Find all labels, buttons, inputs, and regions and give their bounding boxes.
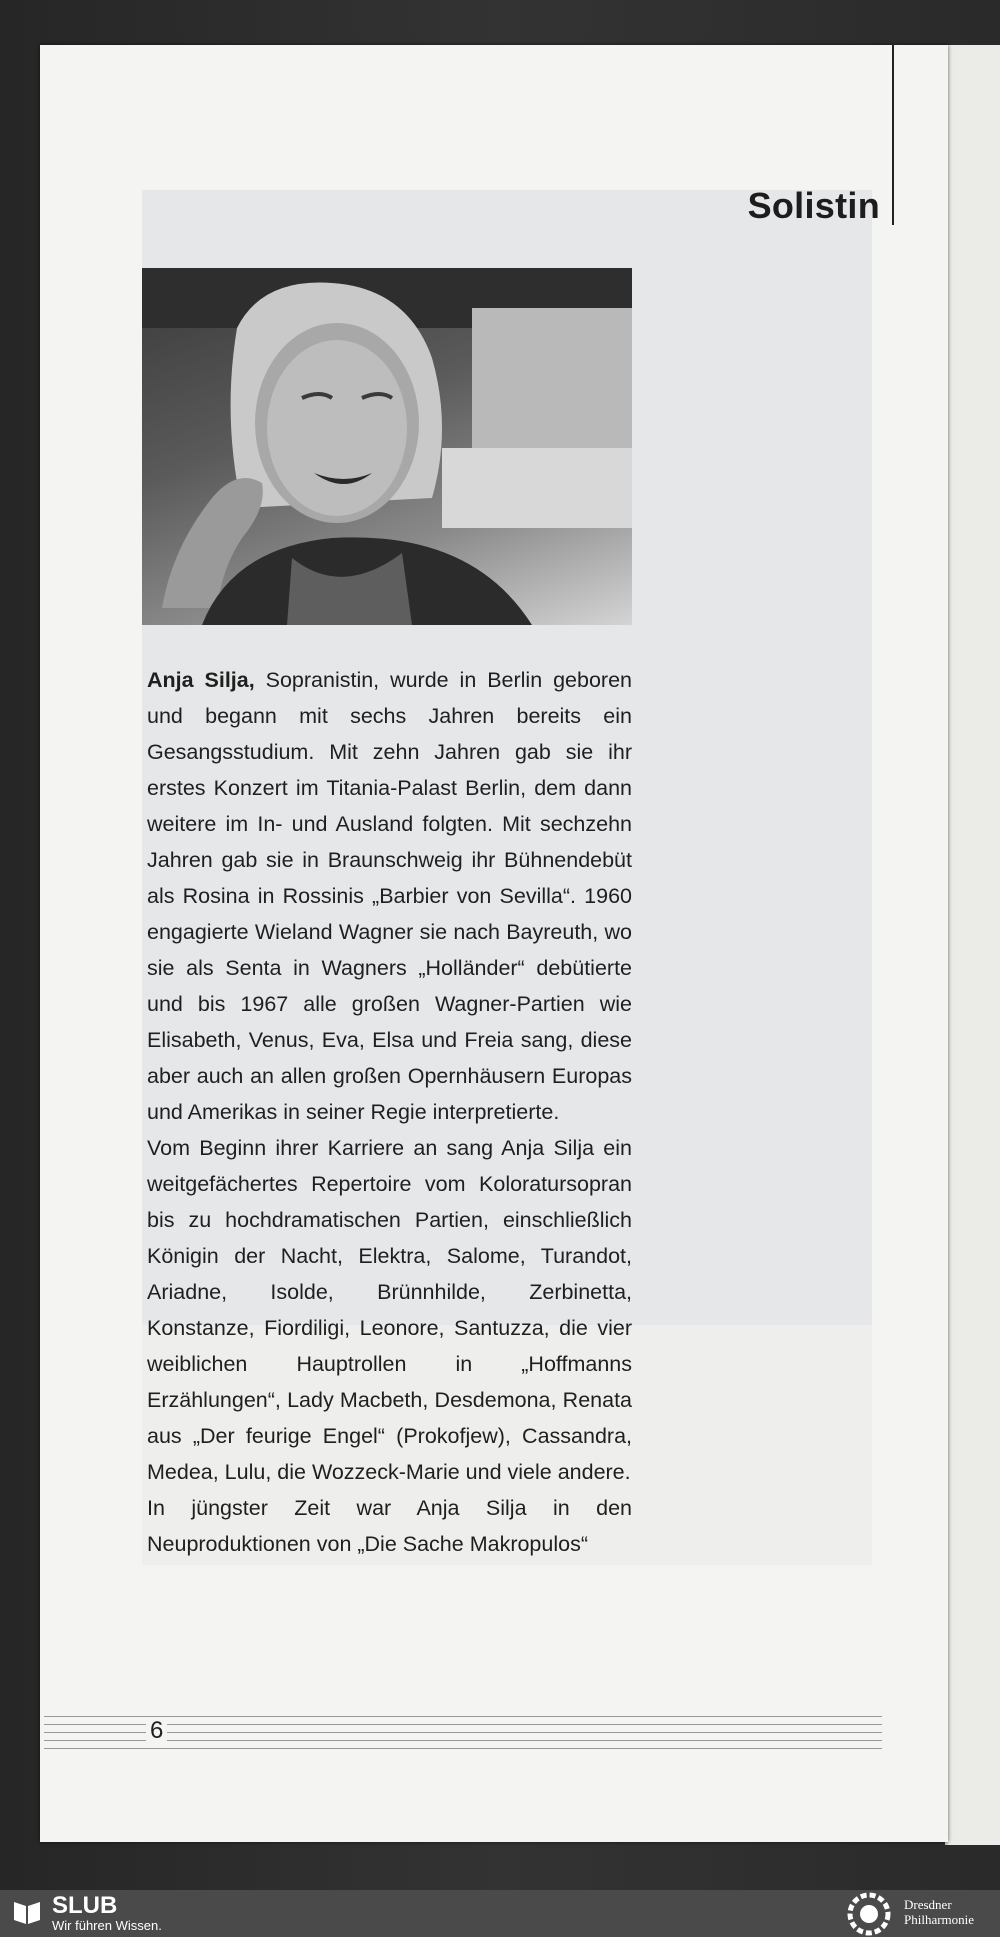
article-body (147, 662, 632, 1562)
article-paragraph-1 (147, 662, 632, 1130)
staff-lines-divider (44, 1716, 882, 1752)
page-number: 6 (146, 1717, 167, 1745)
partner-name (904, 1897, 1000, 1927)
portrait-photo (142, 268, 632, 625)
fold-line (892, 45, 894, 225)
next-page-edge (945, 45, 1000, 1845)
partner-name-line-1: Dresdner (904, 1897, 952, 1912)
article-paragraph-2: Vom Beginn ihrer Karriere an sang Anja Silja ein weitgefächertes Repertoire vom Koloratursopran bis zu hochdramatischen Partien, einschließlich Königin der Nacht, Elektra, Salome, Turandot, Ariadne, Isolde, Brünnhilde, Zerbinetta, Konstanze, Fiordiligi, Leonore, Santuzza, die vier weiblichen Hauptrollen in „Hoffmanns Erzählungen“, Lady Macbeth, Desdemona, Renata aus „Der feurige Engel“ (Prokofjew), Cassandra, Medea, Lulu, die Wozzeck-Marie und viele andere. (147, 1136, 632, 1484)
partner-name-line-2: Philharmonie (904, 1912, 975, 1927)
lead-name: Anja Silja, (147, 668, 255, 692)
library-tagline: Wir führen Wissen. (52, 1918, 162, 1933)
philharmonie-rosette-icon (842, 1892, 896, 1936)
article-paragraph-1-text: Sopranistin, wurde in Berlin geboren und begann mit sechs Jahren bereits ein Gesangsstudium. Mit zehn Jahren gab sie ihr erstes Konzert im Titania-Palast Berlin, dem dann weitere im In- und Ausland folgten. Mit sechzehn Jahren gab sie in Braunschweig ihr Bühnendebüt als Rosina in Rossinis „Barbier von Sevilla“. 1960 engagierte Wieland Wagner sie nach Bayreuth, wo sie als Senta in Wagners „Holländer“ debütierte und bis 1967 alle großen Wagner-Partien wie Elisabeth, Venus, Eva, Elsa und Freia sang, diese aber auch an allen großen Opernhäusern Europas und Amerikas in seiner Regie interpretierte. (147, 668, 632, 1124)
slub-book-icon (12, 1898, 42, 1926)
portrait-photo-icon (142, 268, 632, 625)
article-paragraph-3: In jüngster Zeit war Anja Silja in den Neuproduktionen von „Die Sache Makropulos“ (147, 1496, 632, 1556)
page-heading: Solistin (747, 185, 880, 226)
footer-bar (0, 1890, 1000, 1937)
library-name: SLUB (52, 1892, 118, 1919)
